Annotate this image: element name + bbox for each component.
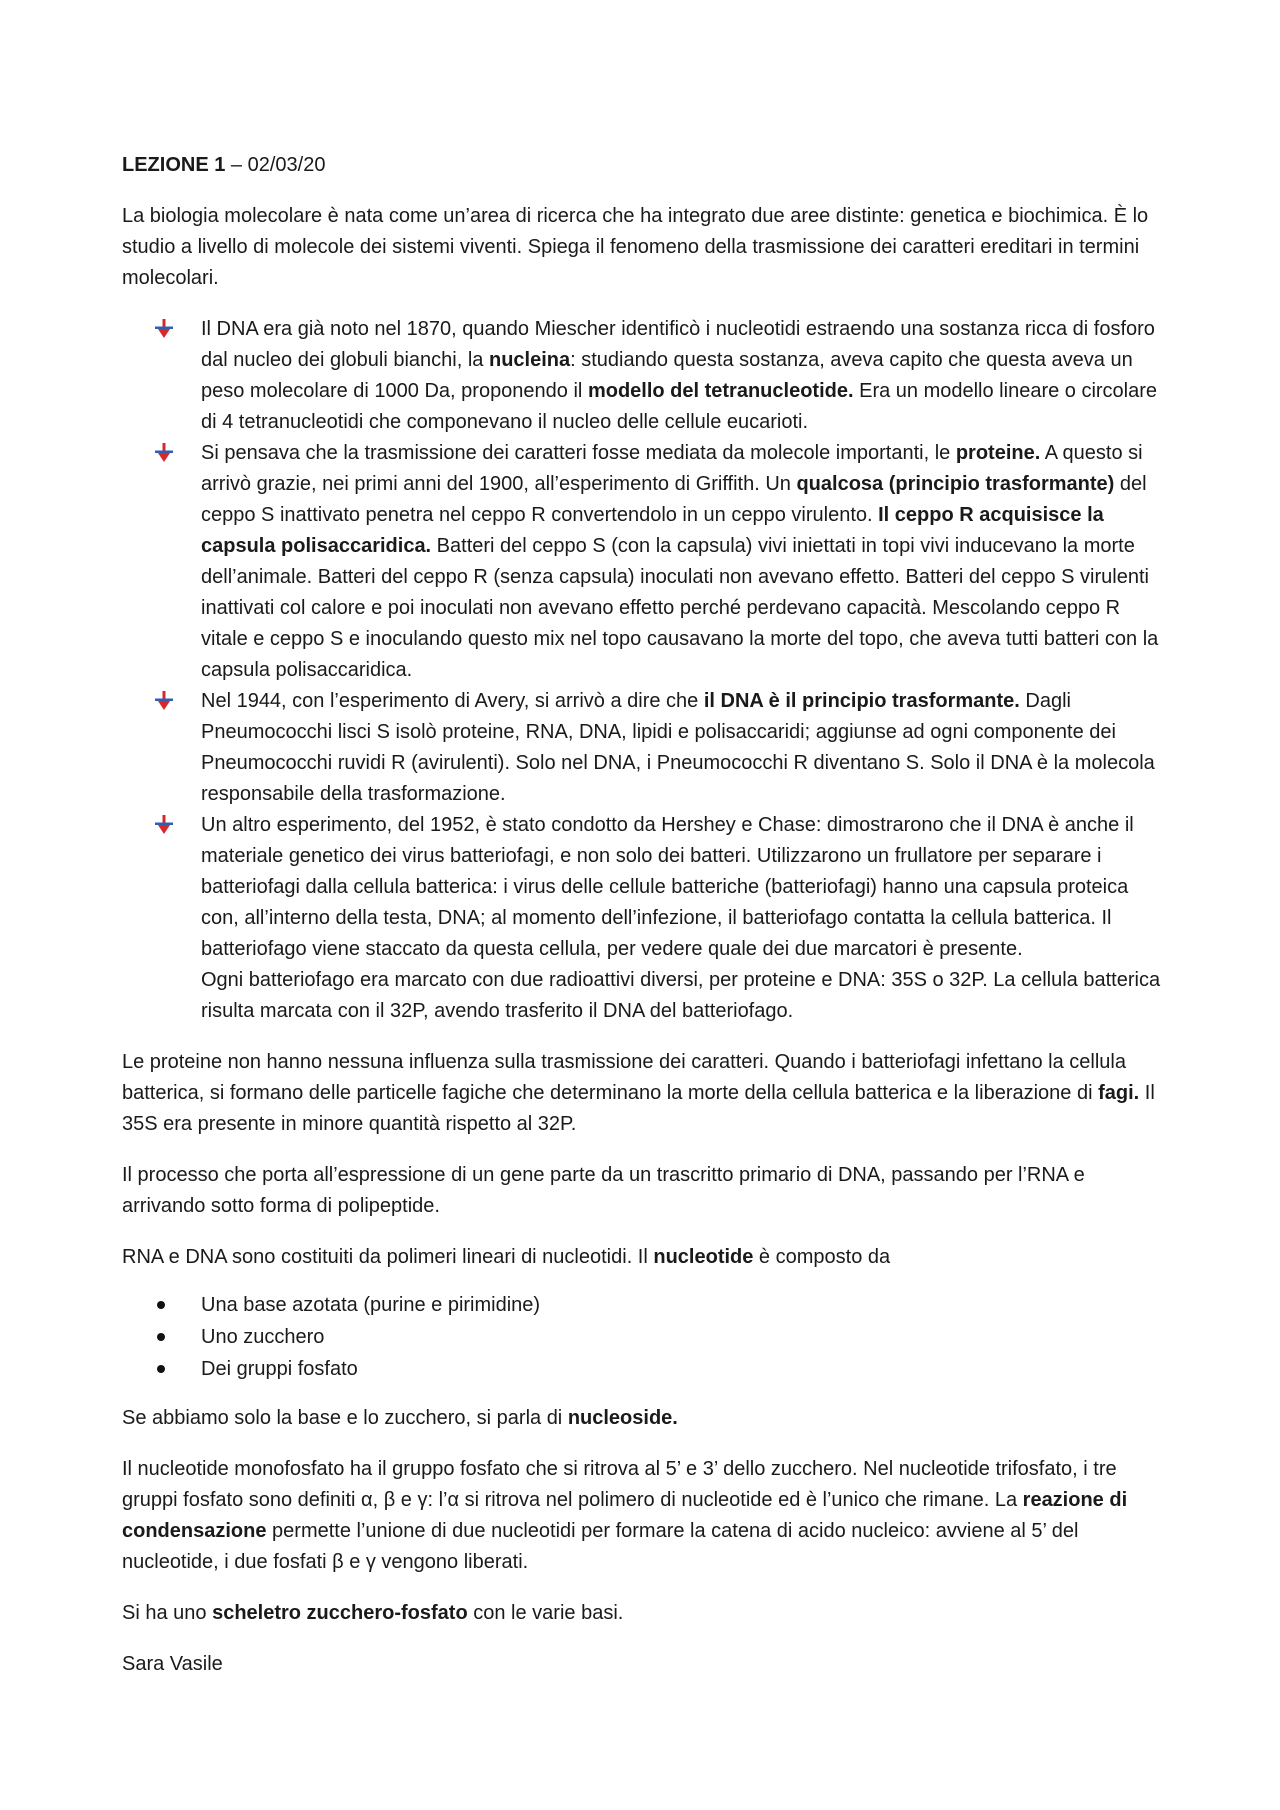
text-run: Se abbiamo solo la base e lo zucchero, si parla di [122,1407,568,1429]
bold-text: qualcosa (principio trasformante) [796,473,1115,495]
text-run: Batteri del ceppo S (con la capsula) vivi iniettati in topi vivi inducevano la morte dell’animale. Batteri del ceppo R (senza capsula) inoculati non avevano effetto. Batteri del ceppo S virulenti inattivati col calore e poi inoculati non avevano effetto perché perdevano capacità. Mescolando ceppo R vitale e ceppo S e inoculando questo mix nel topo causavano la morte del topo, che aveva tutti batteri con la capsula polisaccaridica. [201,535,1159,681]
text-run: Il DNA era già noto nel 1870, quando Miescher identificò i nucleotidi estraendo una sostanza ricca di fosforo dal nucleo dei globuli bianchi, la [201,318,1155,371]
bold-text: il DNA è il principio trasformante. [703,690,1020,712]
list-item [201,1321,1167,1353]
text-run: Si pensava che la trasmissione dei caratteri fosse mediata da molecole importanti, le [201,442,956,464]
nucleotide-components-list [122,1289,1167,1385]
lesson-title: LEZIONE 1 [122,154,226,176]
dot-bullet-icon [157,1365,165,1373]
text-run: : studiando questa sostanza, aveva capito che questa aveva un peso molecolare di 1000 Da, proponendo il [201,349,1133,402]
text-run: del ceppo S inattivato penetra nel ceppo R convertendolo in un ceppo virulento. [201,473,1147,526]
history-item-text [201,814,1160,1022]
text-run: permette l’unione di due nucleotidi per formare la catena di acido nucleico: avviene al 5’ del nucleotide, i due fosfati β e γ vengono liberati. [122,1520,1079,1573]
history-item-text [201,442,1158,681]
list-item [201,1353,1167,1385]
history-item [201,438,1167,686]
scheletro-paragraph [122,1598,1167,1629]
bold-text: proteine. [955,442,1041,464]
fosfato-paragraph [122,1454,1167,1578]
processo-paragraph: Il processo che porta all’espressione di un gene parte da un trascritto primario di DNA, passando per l’RNA e arrivando sotto forma di polipeptide. [122,1164,1085,1217]
bold-text: modello del tetranucleotide. [587,380,854,402]
text-run: Il 35S era presente in minore quantità rispetto al 32P. [122,1082,1155,1135]
bold-text: fagi. [1098,1082,1140,1104]
document-body [122,150,1167,1680]
text-run: con le varie basi. [467,1602,624,1624]
text-run: RNA e DNA sono costituiti da polimeri lineari di nucleotidi. Il [122,1246,654,1268]
author-signature: Sara Vasile [122,1653,223,1675]
bold-text: scheletro zucchero-fosfato [212,1602,468,1624]
text-run: Il nucleotide monofosfato ha il gruppo fosfato che si ritrova al 5’ e 3’ dello zucchero. Nel nucleotide trifosfato, i tre gruppi fosfato sono definiti α, β e γ: l’α si ritrova nel polimero di nucleotide ed è l’unico che rimane. La [122,1458,1117,1511]
bold-text: reazione di condensazione [122,1489,1128,1542]
bold-text: nucleotide [653,1246,754,1268]
text-run: Nel 1944, con l’esperimento di Avery, si arrivò a dire che [201,690,704,712]
arrow-bullet-icon [155,318,173,338]
list-item-text: Dei gruppi fosfato [201,1358,358,1380]
arrow-bullet-icon [155,814,173,834]
proteine-paragraph [122,1047,1167,1140]
text-run: Ogni batteriofago era marcato con due radioattivi diversi, per proteine e DNA: 35S o 32P. La cellula batterica risulta marcata con il 32P, avendo trasferito il DNA del batteriofago. [201,969,1161,1022]
dot-bullet-icon [157,1301,165,1309]
arrow-bullet-icon [155,442,173,462]
text-run: Le proteine non hanno nessuna influenza sulla trasmissione dei caratteri. Quando i batteriofagi infettano la cellula batterica, si formano delle particelle fagiche che determinano la morte della cellula batterica e la liberazione di [122,1051,1126,1104]
arrow-bullet-icon [155,690,173,710]
nucleoside-paragraph [122,1403,1167,1434]
history-item-text [201,318,1157,433]
lesson-date: – 02/03/20 [225,154,326,176]
intro-paragraph: La biologia molecolare è nata come un’area di ricerca che ha integrato due aree distinte: genetica e biochimica. È lo studio a livello di molecole dei sistemi viventi. Spiega il fenomeno della trasmissione dei caratteri ereditari in termini molecolari. [122,205,1149,289]
history-list [122,314,1167,1027]
history-item [201,314,1167,438]
text-run: Un altro esperimento, del 1952, è stato condotto da Hershey e Chase: dimostrarono che il DNA è anche il materiale genetico dei virus batteriofagi, e non solo dei batteri. Utilizzarono un frullatore per separare i batteriofagi dalla cellula batterica: i virus delle cellule batteriche (batteriofagi) hanno una capsula proteica con, all’interno della testa, DNA; al momento dell’infezione, il batteriofago contatta la cellula batterica. Il batteriofago viene staccato da questa cellula, per vedere quale dei due marcatori è presente. [201,814,1134,960]
text-run: Era un modello lineare o circolare di 4 tetranucleotidi che componevano il nucleo delle cellule eucarioti. [201,380,1158,433]
bold-text: nucleoside. [567,1407,678,1429]
text-run: Dagli Pneumococchi lisci S isolò proteine, RNA, DNA, lipidi e polisaccaridi; aggiunse ad ogni componente dei Pneumococchi ruvidi R (avirulenti). Solo nel DNA, i Pneumococchi R diventano S. Solo il DNA è la molecola responsabile della trasformazione. [201,690,1155,805]
lesson-heading [122,150,1167,181]
history-item-text [201,690,1155,805]
history-item [201,810,1167,1027]
history-item [201,686,1167,810]
bold-text: nucleina [488,349,571,371]
bold-text: Il ceppo R acquisisce la capsula polisaccaridica. [201,504,1104,557]
list-item-text: Uno zucchero [201,1326,325,1348]
text-run: è composto da [753,1246,891,1268]
text-run: A questo si arrivò grazie, nei primi anni del 1900, all’esperimento di Griffith. Un [201,442,1143,495]
list-item-text: Una base azotata (purine e pirimidine) [201,1294,541,1316]
list-item [201,1289,1167,1321]
dot-bullet-icon [157,1333,165,1341]
nucleotide-paragraph [122,1242,1167,1273]
text-run: Si ha uno [122,1602,213,1624]
